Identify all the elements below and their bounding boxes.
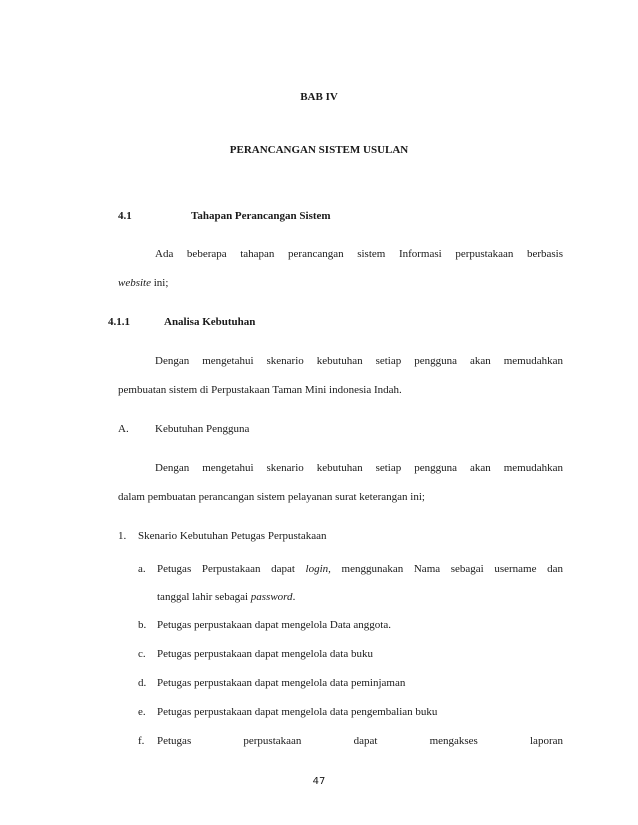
- item-a-line-2: [157, 591, 295, 603]
- item-a-text-post: menggunakan Nama sebagai username dan: [330, 563, 563, 575]
- paragraph-1-line-2-rest: ini;: [151, 277, 169, 289]
- item-d-text: Petugas perpustakaan dapat mengelola data peminjaman: [157, 677, 406, 689]
- chapter-label: BAB IV: [300, 91, 338, 103]
- paragraph-2-line-2: pembuatan sistem di Perpustakaan Taman Mini indonesia Indah.: [118, 384, 402, 396]
- paragraph-3-line-2: dalam pembuatan perancangan sistem pelayanan surat keterangan ini;: [118, 491, 425, 503]
- list-1-marker: 1.: [118, 530, 127, 542]
- section-4-1-number: 4.1: [118, 210, 132, 222]
- section-4-1-1-number: 4.1.1: [108, 316, 130, 328]
- item-a-italic-login: login,: [305, 563, 331, 575]
- item-a-marker: a.: [138, 563, 146, 575]
- section-4-1-1-heading: Analisa Kebutuhan: [164, 316, 256, 328]
- section-4-1-heading: Tahapan Perancangan Sistem: [191, 210, 331, 222]
- paragraph-3-line-1: Dengan mengetahui skenario kebutuhan setiap pengguna akan memudahkan: [155, 462, 563, 474]
- item-c-marker: c.: [138, 648, 146, 660]
- item-b-marker: b.: [138, 619, 147, 631]
- item-a-text-pre: Petugas Perpustakaan dapat: [157, 563, 306, 575]
- item-a-line-2-pre: tanggal lahir sebagai: [157, 591, 251, 603]
- item-c-text: Petugas perpustakaan dapat mengelola data buku: [157, 648, 373, 660]
- chapter-title: PERANCANGAN SISTEM USULAN: [229, 144, 409, 156]
- paragraph-2-line-1: Dengan mengetahui skenario kebutuhan setiap pengguna akan memudahkan: [155, 355, 563, 367]
- section-a-marker: A.: [118, 423, 129, 435]
- item-e-text: Petugas perpustakaan dapat mengelola data pengembalian buku: [157, 706, 438, 718]
- section-a-heading: Kebutuhan Pengguna: [155, 423, 250, 435]
- item-d-marker: d.: [138, 677, 147, 689]
- list-1-heading: Skenario Kebutuhan Petugas Perpustakaan: [138, 530, 327, 542]
- page-number: 47: [312, 776, 326, 787]
- item-a-line-2-post: .: [292, 591, 296, 603]
- item-a-italic-password: password: [250, 591, 293, 603]
- item-f-text: Petugas perpustakaan dapat mengakses laporan: [157, 735, 563, 747]
- item-a-line-1: [157, 563, 563, 575]
- paragraph-1-line-2: [118, 277, 168, 289]
- item-e-marker: e.: [138, 706, 146, 718]
- paragraph-1-line-1: Ada beberapa tahapan perancangan sistem Informasi perpustakaan berbasis: [155, 248, 563, 260]
- item-b-text: Petugas perpustakaan dapat mengelola Data anggota.: [157, 619, 391, 631]
- paragraph-1-italic-website: website: [118, 277, 151, 289]
- item-f-marker: f.: [138, 735, 145, 747]
